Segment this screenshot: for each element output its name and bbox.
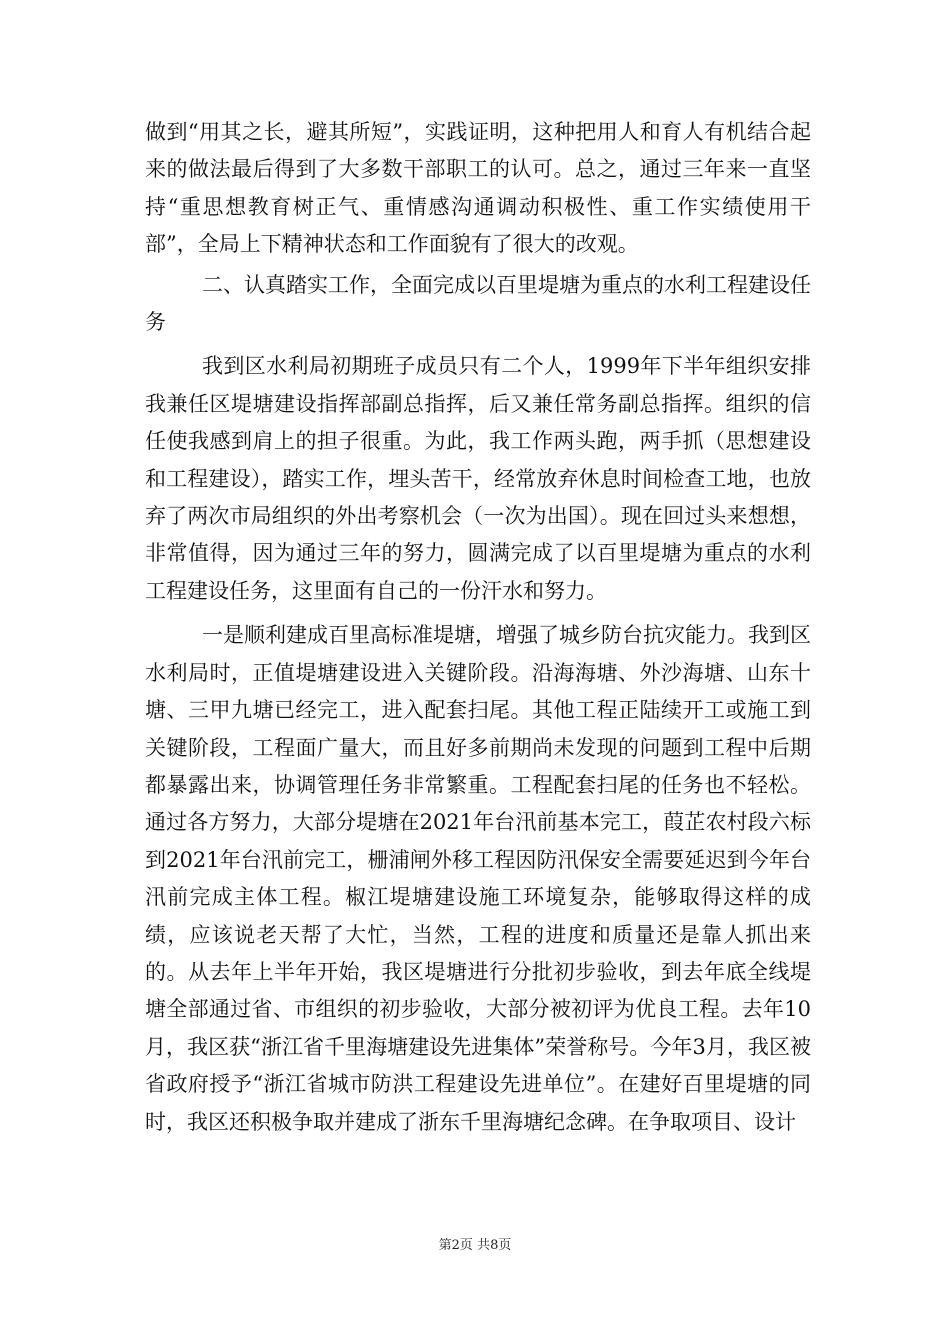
total-page-number: 8 <box>490 1238 499 1253</box>
paragraph-continuation: 做到“用其之长，避其所短”，实践证明，这种把用人和育人有机结合起来的做法最后得到了大多数干部职工的认可。总之，通过三年来一直坚持“重思想教育树正气、重情感沟通调动积极性、重工作实绩使用干部”，全局上下精神状态和工作面貌有了很大的改观。 <box>145 120 811 257</box>
page-number-footer <box>0 1237 950 1255</box>
page-label-prefix: 第 <box>438 1238 452 1253</box>
paragraph-body: 一是顺利建成百里高标准堤塘，增强了城乡防台抗灾能力。我到区水利局时，正值堤塘建设进入关键阶段。沿海海塘、外沙海塘、山东十塘、三甲九塘已经完工，进入配套扫尾。其他工程正陆续开工或施工到关键阶段，工程面广量大，而且好多前期尚未发现的问题到工程中后期都暴露出来，协调管理任务非常繁重。工程配套扫尾的任务也不轻松。通过各方努力，大部分堤塘在2021年台汛前基本完工，葭芷农村段六标到2021年台汛前完工，栅浦闸外移工程因防汛保安全需要延迟到今年台汛前完成主体工程。椒江堤塘建设施工环境复杂，能够取得这样的成绩，应该说老天帮了大忙，当然，工程的进度和质量还是靠人抓出来的。从去年上半年开始，我区堤塘进行分批初步验收，到去年底全线堤塘全部通过省、市组织的初步验收，大部分被初评为优良工程。去年10月，我区获“浙江省千里海塘建设先进集体”荣誉称号。今年3月，我区被省政府授予“浙江省城市防洪工程建设先进单位”。在建好百里堤塘的同时，我区还积极争取并建成了浙东千里海塘纪念碑。在争取项目、设计 <box>145 623 811 1134</box>
section-heading: 二、认真踏实工作，全面完成以百里堤塘为重点的水利工程建设任务 <box>145 272 811 335</box>
page-label-middle: 页 共 <box>459 1238 491 1253</box>
document-body <box>145 114 811 1141</box>
paragraph-body: 我到区水利局初期班子成员只有二个人，1999年下半年组织安排我兼任区堤塘建设指挥部副总指挥，后又兼任常务副总指挥。组织的信任使我感到肩上的担子很重。为此，我工作两头跑，两手抓（思想建设和工程建设），踏实工作，埋头苦干，经常放弃休息时间检查工地，也放弃了两次市局组织的外出考察机会（一次为出国）。现在回过头来想想，非常值得，因为通过三年的努力，圆满完成了以百里堤塘为重点的水利工程建设任务，这里面有自己的一份汗水和努力。 <box>145 354 811 603</box>
current-page-number: 2 <box>451 1238 460 1253</box>
page-label-suffix: 页 <box>498 1238 512 1253</box>
